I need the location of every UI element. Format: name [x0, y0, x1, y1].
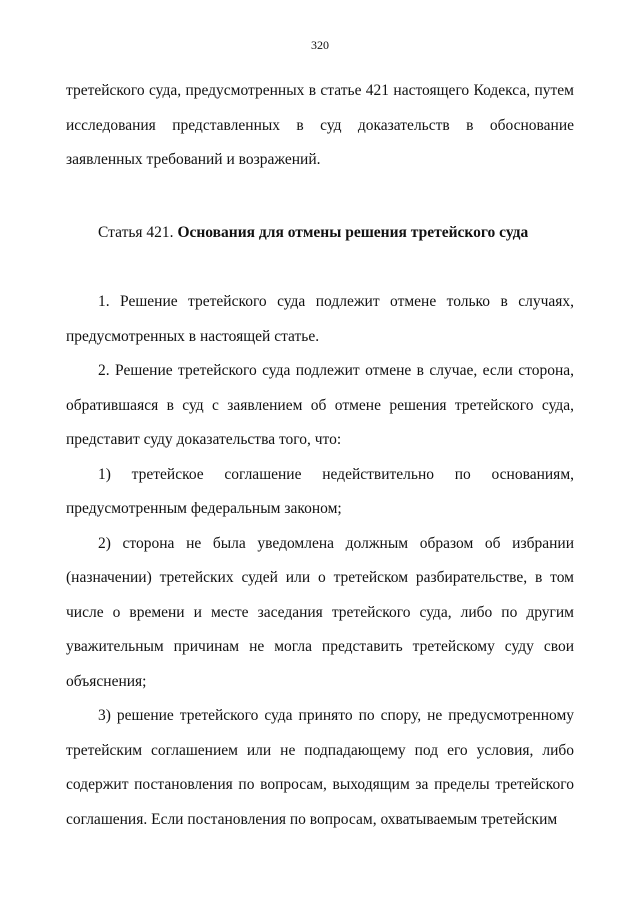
page-number: 320: [311, 38, 329, 52]
intro-block: [66, 74, 574, 178]
intro-paragraph: третейского суда, предусмотренных в статье 421 настоящего Кодекса, путем исследования представленных в суд доказательств в обоснование заявленных требований и возражений.: [66, 82, 574, 168]
list-item-2: 2) сторона не была уведомлена должным образом об избрании (назначении) третейских судей или о третейском разбирательстве, в том числе о времени и месте заседания третейского суда, либо по другим уважительным причинам не могла представить третейскому суду свои объяснения;: [66, 534, 574, 690]
paragraph-1: 1. Решение третейского суда подлежит отмене только в случаях, предусмотренных в настоящей статье.: [66, 293, 574, 345]
list-item-3: 3) решение третейского суда принято по спору, не предусмотренному третейским соглашением или не подпадающему под его условия, либо содержит постановления по вопросам, выходящим за пределы третейского соглашения. Если постановления по вопросам, охватываемым третейским: [66, 707, 574, 828]
article-heading: [98, 216, 598, 250]
list-item-1: 1) третейское соглашение недействительно по основаниям, предусмотренным федеральным законом;: [66, 465, 574, 517]
article-prefix: Статья 421.: [98, 224, 174, 241]
article-title: Основания для отмены решения третейского суда: [177, 224, 529, 241]
paragraph-2: 2. Решение третейского суда подлежит отмене в случае, если сторона, обратившаяся в суд с заявлением об отмене решения третейского суда, представит суду доказательства того, что:: [66, 362, 574, 448]
article-body: [66, 285, 574, 837]
